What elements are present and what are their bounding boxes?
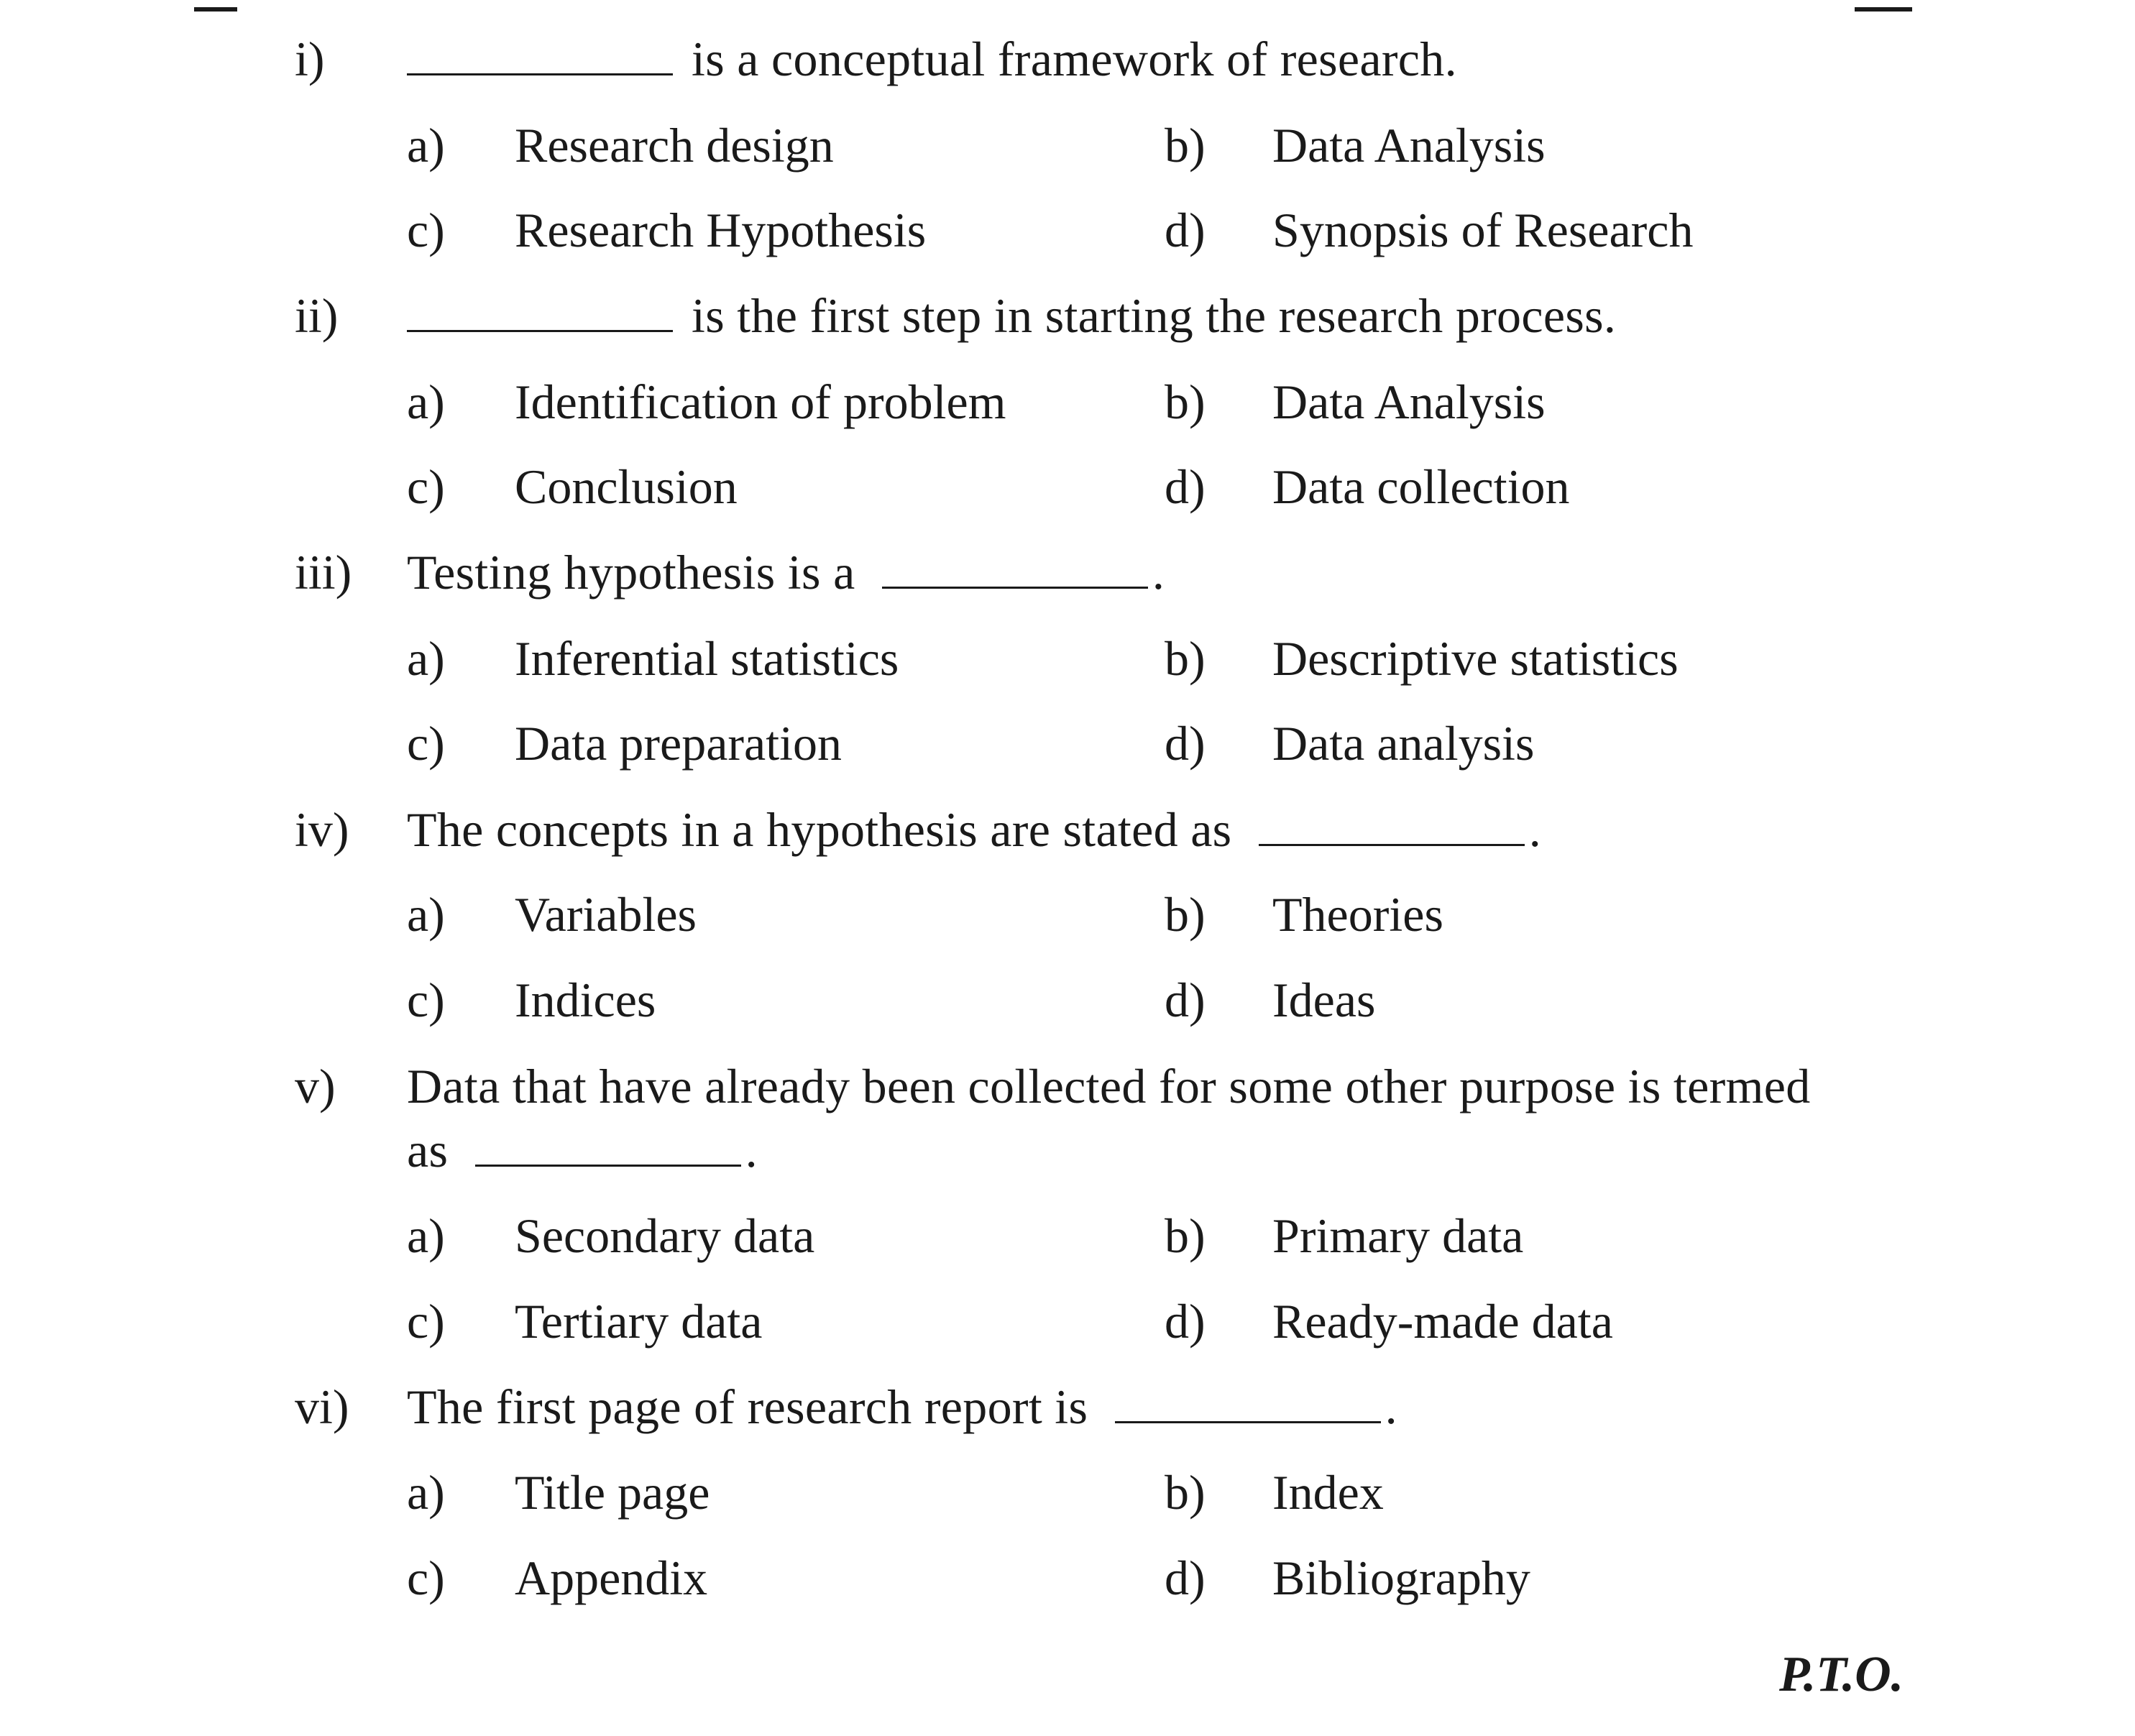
option-label-a: a) <box>407 1208 445 1263</box>
question-text-after: . <box>1385 1379 1397 1434</box>
option-c: Indices <box>515 973 656 1027</box>
option-a: Secondary data <box>515 1208 815 1263</box>
question-number: v) <box>295 1059 336 1113</box>
option-label-d: d) <box>1165 203 1206 257</box>
question-text <box>407 288 1617 343</box>
question-text <box>407 32 1457 86</box>
option-label-a: a) <box>407 887 445 942</box>
question-number: i) <box>295 32 325 86</box>
option-b: Descriptive statistics <box>1272 631 1679 686</box>
question-text-after: is the first step in starting the research process. <box>692 288 1617 343</box>
question-text-after: . <box>1152 545 1165 600</box>
option-label-d: d) <box>1165 973 1206 1027</box>
answer-blank <box>475 1165 741 1167</box>
option-label-d: d) <box>1165 716 1206 771</box>
option-a: Title page <box>515 1465 710 1520</box>
option-c: Appendix <box>515 1551 708 1605</box>
option-label-b: b) <box>1165 375 1206 429</box>
option-a: Identification of problem <box>515 375 1006 429</box>
answer-blank <box>407 73 673 75</box>
option-label-d: d) <box>1165 1551 1206 1605</box>
option-d: Data collection <box>1272 459 1570 514</box>
option-b: Data Analysis <box>1272 118 1546 173</box>
option-b: Index <box>1272 1465 1384 1520</box>
option-label-b: b) <box>1165 118 1206 173</box>
question-text-after: is a conceptual framework of research. <box>692 32 1457 86</box>
question-text-line-1: Data that have already been collected for some other purpose is termed <box>407 1059 1811 1113</box>
option-label-a: a) <box>407 118 445 173</box>
option-c: Conclusion <box>515 459 738 514</box>
option-label-c: c) <box>407 1294 445 1349</box>
question-text <box>407 545 1165 600</box>
option-label-b: b) <box>1165 1465 1206 1520</box>
option-label-a: a) <box>407 1465 445 1520</box>
answer-blank <box>1115 1421 1381 1423</box>
question-number: ii) <box>295 288 339 343</box>
option-label-b: b) <box>1165 1208 1206 1263</box>
question-number: vi) <box>295 1379 349 1434</box>
option-label-b: b) <box>1165 631 1206 686</box>
option-label-c: c) <box>407 459 445 514</box>
answer-blank <box>1259 844 1525 846</box>
option-a: Research design <box>515 118 834 173</box>
option-a: Inferential statistics <box>515 631 899 686</box>
question-text-before: Testing hypothesis is a <box>407 545 855 600</box>
option-label-c: c) <box>407 973 445 1027</box>
option-c: Data preparation <box>515 716 842 771</box>
answer-blank <box>882 587 1148 589</box>
option-label-d: d) <box>1165 1294 1206 1349</box>
question-text-after: . <box>1528 802 1542 857</box>
option-label-c: c) <box>407 1551 445 1605</box>
option-label-c: c) <box>407 203 445 257</box>
option-a: Variables <box>515 887 697 942</box>
please-turn-over-label: P.T.O. <box>1779 1647 1904 1702</box>
question-text <box>407 1123 758 1177</box>
question-text-before: The concepts in a hypothesis are stated as <box>407 802 1232 857</box>
option-d: Data analysis <box>1272 716 1535 771</box>
question-text <box>407 1379 1397 1434</box>
option-b: Primary data <box>1272 1208 1524 1263</box>
cropped-top-mark-left <box>194 0 237 12</box>
option-b: Theories <box>1272 887 1443 942</box>
option-label-c: c) <box>407 716 445 771</box>
option-label-a: a) <box>407 375 445 429</box>
question-text-before: The first page of research report is <box>407 1379 1088 1434</box>
option-label-a: a) <box>407 631 445 686</box>
question-text-after: . <box>745 1123 758 1177</box>
answer-blank <box>407 330 673 332</box>
option-d: Bibliography <box>1272 1551 1530 1605</box>
question-text <box>407 802 1542 857</box>
option-c: Research Hypothesis <box>515 203 927 257</box>
question-number: iv) <box>295 802 349 857</box>
question-number: iii) <box>295 545 352 600</box>
option-d: Synopsis of Research <box>1272 203 1694 257</box>
option-d: Ideas <box>1272 973 1376 1027</box>
question-text-before: as <box>407 1123 449 1177</box>
option-d: Ready-made data <box>1272 1294 1613 1349</box>
option-b: Data Analysis <box>1272 375 1546 429</box>
option-label-d: d) <box>1165 459 1206 514</box>
option-label-b: b) <box>1165 887 1206 942</box>
option-c: Tertiary data <box>515 1294 763 1349</box>
cropped-top-mark-right <box>1855 0 1912 12</box>
